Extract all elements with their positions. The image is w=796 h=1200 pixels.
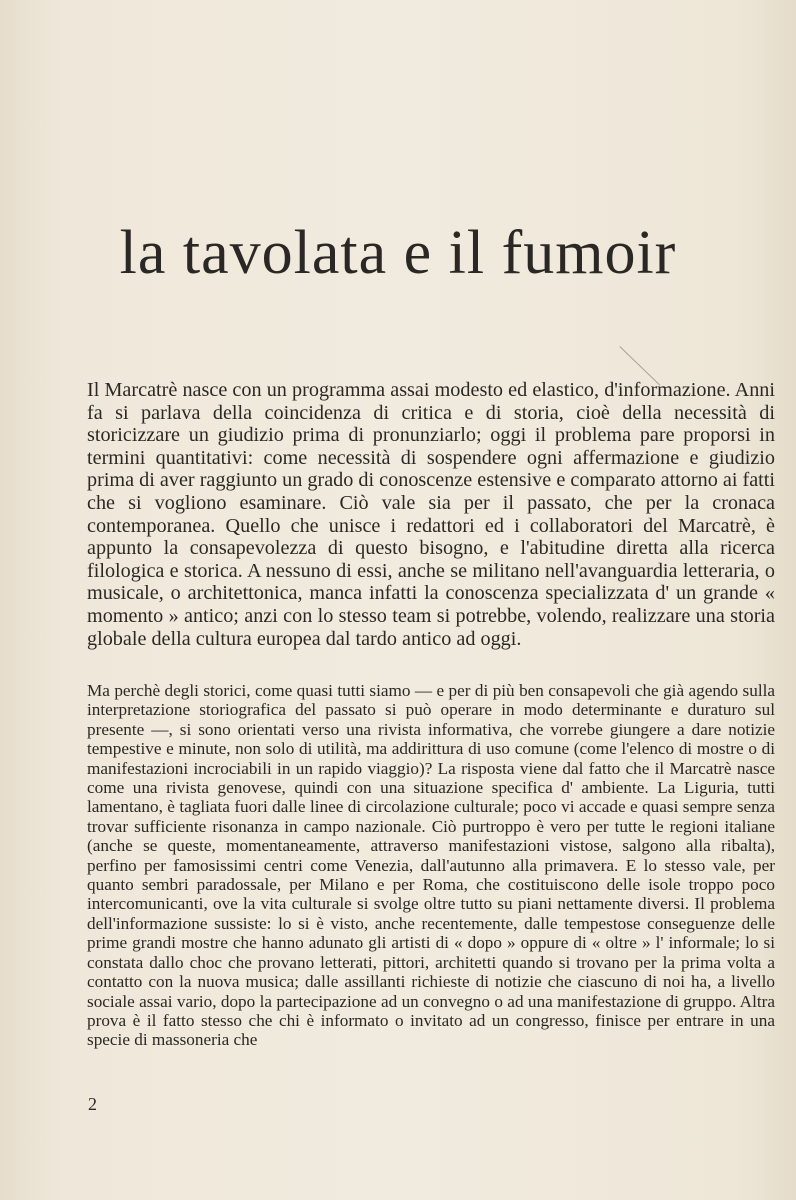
lead-paragraph: Il Marcatrè nasce con un programma assai modesto ed elastico, d'informazione. Anni fa si parlava della coincidenza di critica e di storia, cioè della necessità di storicizzare un giudizio prima di pronunziarlo; oggi il problema pare proporsi in termini quantitativi: come necessità di sospendere ogni affermazione e giudizio prima di aver raggiunto un grado di conoscenze estensive e comparato attorno ai fatti che si vogliono esaminare. Ciò vale sia per il passato, che per la cronaca contemporanea. Quello che unisce i redattori ed i collaboratori del Marcatrè, è appunto la consapevolezza di questo bisogno, e l'abitudine diretta alla ricerca filologica e storica. A nessuno di essi, anche se militano nell'avanguardia letteraria, o musicale, o architettonica, manca infatti la conoscenza specializzata d' un grande « momento » antico; anzi con lo stesso team si potrebbe, volendo, realizzare una storia globale della cultura europea dal tardo antico ad oggi.: [87, 379, 775, 650]
article-title: la tavolata e il fumoir: [119, 219, 677, 287]
body-paragraph: Ma perchè degli storici, come quasi tutti siamo — e per di più ben consapevoli che già agendo sulla interpretazione storiografica del passato si può operare in modo determinante e duraturo sul presente —, si sono orientati verso una rivista informativa, che vorrebe giungere a dare notizie tempestive e minute, non solo di utilità, ma addirittura di uso comune (come l'elenco di mostre o di manifestazioni incrociabili in un rapido viaggio)? La risposta viene dal fatto che il Marcatrè nasce come una rivista genovese, quindi con una situazione specifica d' ambiente. La Liguria, tutti lamentano, è tagliata fuori dalle linee di circolazione culturale; poco vi accade e quasi sempre senza trovar sufficiente risonanza in campo nazionale. Ciò purtroppo è vero per tutte le regioni italiane (anche se queste, momentaneamente, attraverso manifestazioni vistose, salgono alla ribalta), perfino per famosissimi centri come Venezia, dall'autunno alla primavera. E lo stesso vale, per quanto sembri paradossale, per Milano e per Roma, che costituiscono delle isole troppo poco intercomunicanti, ove la vita culturale si svolge oltre tutto su piani nettamente diversi. Il problema dell'informazione sussiste: lo si è visto, anche recentemente, dalle tempestose conseguenze delle prime grandi mostre che hanno adunato gli artisti di « dopo » oppure di « oltre » l' informale; lo si constata dallo choc che provano letterati, pittori, architetti quando si trovano per la prima volta a contatto con la nuova musica; dalle assillanti richieste di notizie che ciascuno di noi ha, a livello sociale assai vario, dopo la partecipazione ad un convegno o ad una manifestazione di gruppo. Altra prova è il fatto stesso che chi è informato o invitato ad un congresso, finisce per entrare in una specie di massoneria che: [87, 681, 775, 1050]
page-number: 2: [88, 1094, 97, 1114]
